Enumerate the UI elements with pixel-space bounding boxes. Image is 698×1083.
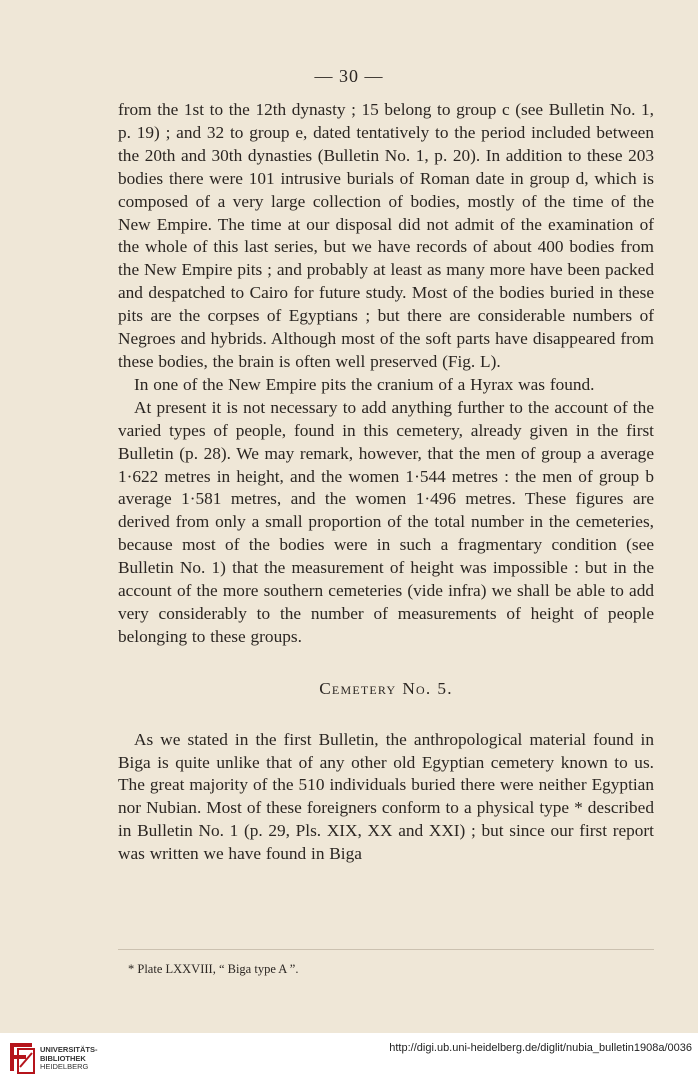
library-logo-icon xyxy=(8,1039,38,1075)
body-text xyxy=(118,99,654,866)
paragraph-2: In one of the New Empire pits the cranium of a Hyrax was found. xyxy=(134,374,595,394)
footnote-divider xyxy=(118,949,654,950)
paragraph-4: As we stated in the first Bulletin, the anthropological material found in Biga is quite unlike that of any other old Egyptian cemetery known to us. The great majority of the 510 individuals buried there were neither Egyptian nor Nubian. Most of these foreigners conform to a physical type * described in Bulletin No. 1 (p. 29, Pls. XIX, XX and XXI) ; but since our first report was written we have found in Biga xyxy=(118,729,654,864)
library-logo-text xyxy=(40,1046,98,1072)
source-url-link[interactable]: http://digi.ub.uni-heidelberg.de/diglit/nubia_bulletin1908a/0036 xyxy=(389,1042,692,1054)
paragraph-1: from the 1st to the 12th dynasty ; 15 belong to group c (see Bulletin No. 1, p. 19) ; and 32 to group e, dated tentatively to the period included between the 20th and 30th dynasties (Bulletin No. 1, p. 20). In addition to these 203 bodies there were 101 intrusive burials of Roman date in group d, which is composed of a very large collection of bodies, mostly of the time of the New Empire. The time at our disposal did not admit of the examination of the whole of this last series, but we have records of about 400 bodies from the New Empire pits ; and probably at least as many more have been packed and despatched to Cairo for future study. Most of the bodies buried in these pits are the corpses of Egyptians ; but there are considerable numbers of Negroes and hybrids. Although most of the soft parts have disappeared from these bodies, the brain is often well preserved (Fig. L). xyxy=(118,100,654,371)
logo-line-3: HEIDELBERG xyxy=(40,1062,89,1071)
section-heading: Cemetery No. 5. xyxy=(319,678,453,698)
logo-line-2: BIBLIOTHEK xyxy=(40,1053,86,1063)
footnote: * Plate LXXVIII, “ Biga type A ”. xyxy=(128,962,299,976)
footer-bar xyxy=(0,1033,698,1083)
paragraph-3: At present it is not necessary to add anything further to the account of the varied types of people, found in this cemetery, already given in the first Bulletin (p. 28). We may remark, however, that the men of group a average 1·622 metres in height, and the women 1·544 metres : the men of group b average 1·581 metres, and the women 1·496 metres. These figures are derived from only a small proportion of the total number in the cemeteries, because most of the bodies were in such a fragmentary condition (see Bulletin No. 1) that the measurement of height was impossible : but in the account of the more southern cemeteries (vide infra) we shall be able to add very considerably to the number of measurements of height of people belonging to these groups. xyxy=(118,397,654,646)
page-number: — 30 — xyxy=(314,66,384,86)
logo-line-1: UNIVERSITÄTS- xyxy=(40,1045,98,1054)
